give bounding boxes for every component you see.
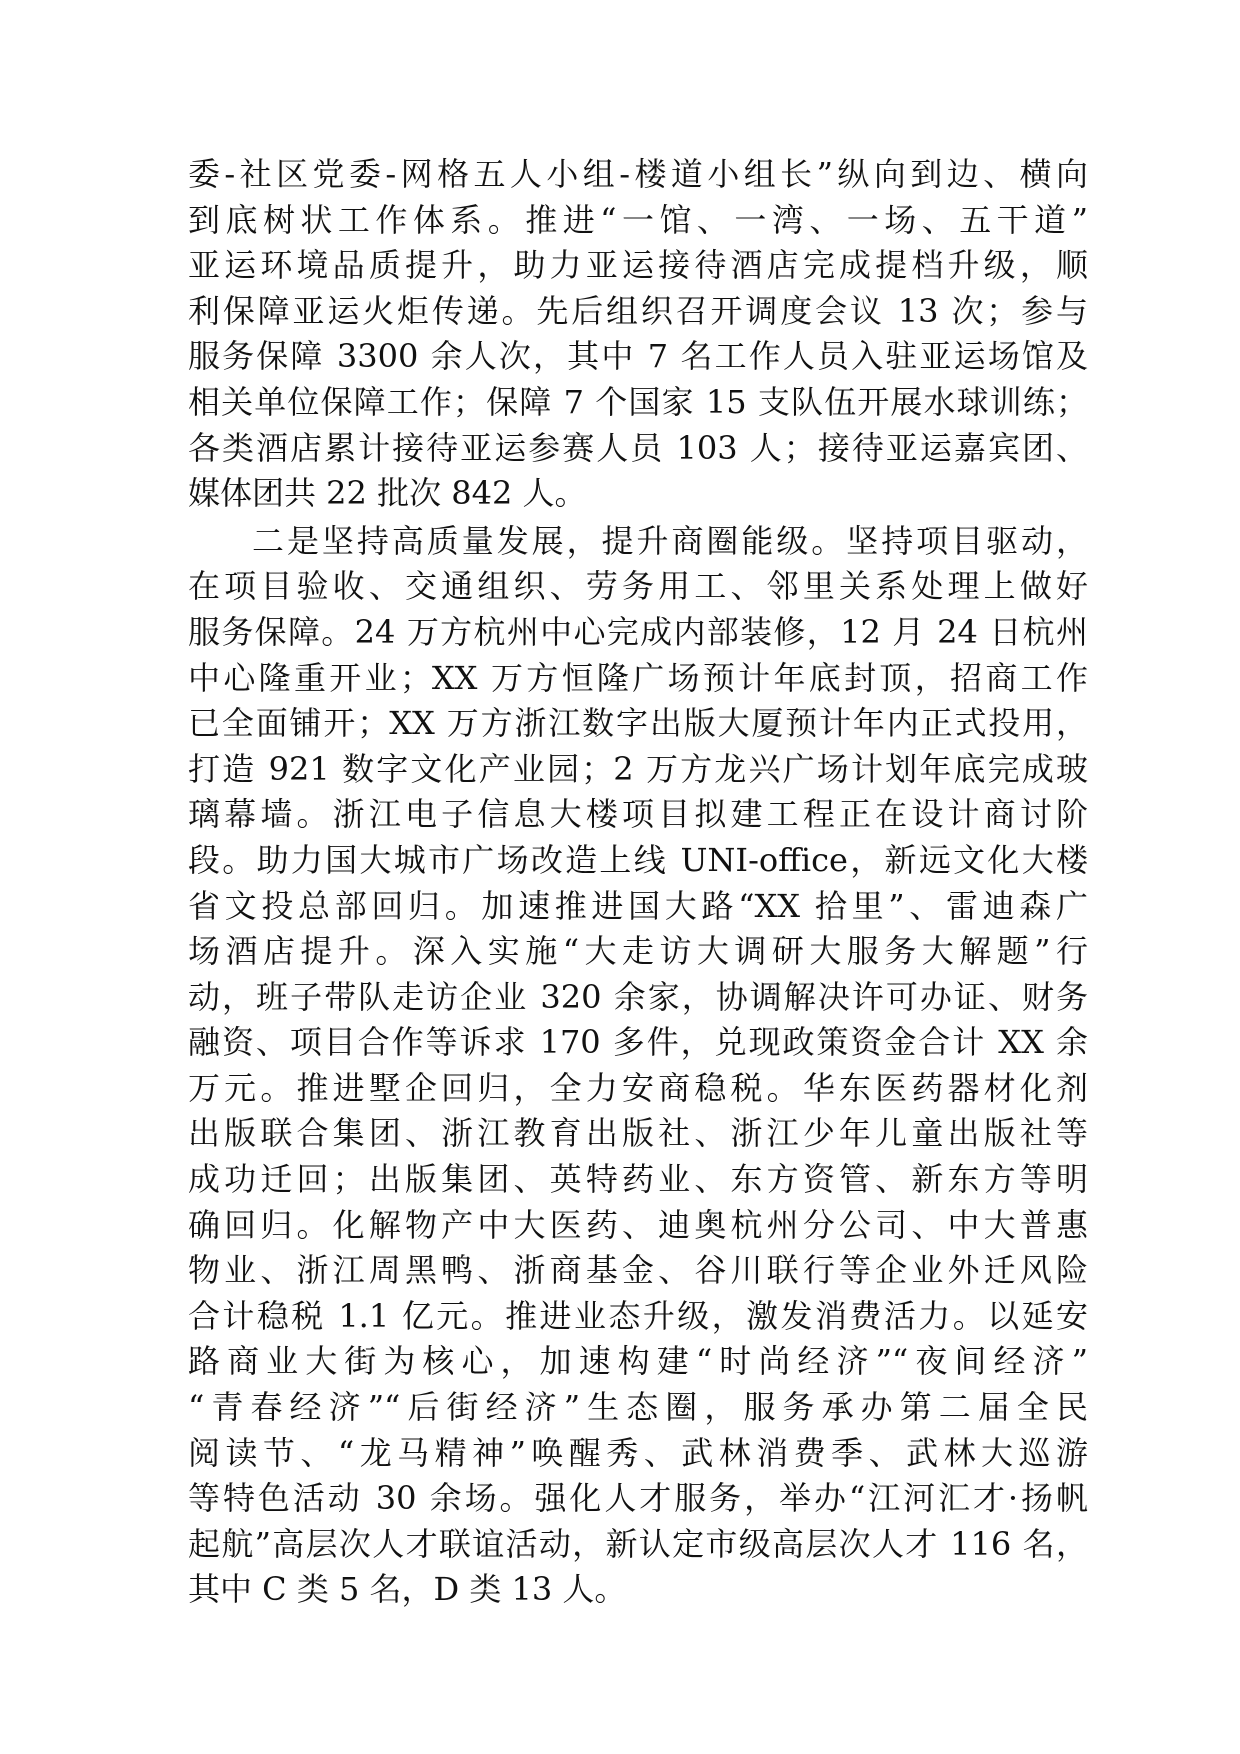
text-line: 中心隆重开业；XX 万方恒隆广场预计年底封顶，招商工作 xyxy=(188,658,1088,697)
text-line: “青春经济”“后街经济”生态圈，服务承办第二届全民 xyxy=(188,1388,1088,1427)
text-line: 确回归。化解物产中大医药、迪奥杭州分公司、中大普惠 xyxy=(188,1205,1088,1244)
text-line: 其中 C 类 5 名，D 类 13 人。 xyxy=(188,1570,627,1609)
text-line: 等特色活动 30 余场。强化人才服务，举办“江河汇才·扬帆 xyxy=(188,1479,1088,1518)
text-line: 二是坚持高质量发展，提升商圈能级。坚持项目驱动， xyxy=(252,521,1088,560)
text-line: 服务保障 3300 余人次，其中 7 名工作人员入驻亚运场馆及 xyxy=(188,337,1088,376)
text-line: 相关单位保障工作；保障 7 个国家 15 支队伍开展水球训练； xyxy=(188,382,1088,421)
text-line: 场酒店提升。深入实施“大走访大调研大服务大解题”行 xyxy=(188,932,1088,971)
text-line: 融资、项目合作等诉求 170 多件，兑现政策资金合计 XX 余 xyxy=(188,1023,1088,1062)
document-body xyxy=(188,152,1088,1613)
text-line: 合计稳税 1.1 亿元。推进业态升级，激发消费活力。以延安 xyxy=(188,1296,1088,1335)
text-line: 阅读节、“龙马精神”唤醒秀、武林消费季、武林大巡游 xyxy=(188,1433,1088,1472)
text-line: 各类酒店累计接待亚运参赛人员 103 人；接待亚运嘉宾团、 xyxy=(188,428,1088,467)
text-line: 到底树状工作体系。推进“一馆、一湾、一场、五干道” xyxy=(188,200,1088,239)
text-line: 起航”高层次人才联谊活动，新认定市级高层次人才 116 名， xyxy=(188,1524,1088,1563)
text-line: 亚运环境品质提升，助力亚运接待酒店完成提档升级，顺 xyxy=(188,246,1088,285)
text-line: 物业、浙江周黑鸭、浙商基金、谷川联行等企业外迁风险 xyxy=(188,1251,1088,1290)
paragraph xyxy=(188,519,1088,1613)
text-line: 段。助力国大城市广场改造上线 UNI-office，新远文化大楼 xyxy=(188,840,1088,879)
text-line: 璃幕墙。浙江电子信息大楼项目拟建工程正在设计商讨阶 xyxy=(188,795,1088,834)
text-line: 服务保障。24 万方杭州中心完成内部装修，12 月 24 日杭州 xyxy=(188,612,1088,651)
paragraph xyxy=(188,152,1088,517)
text-line: 万元。推进墅企回归，全力安商稳税。华东医药器材化剂 xyxy=(188,1068,1088,1107)
text-line: 成功迁回；出版集团、英特药业、东方资管、新东方等明 xyxy=(188,1160,1088,1199)
text-line: 委-社区党委-网格五人小组-楼道小组长”纵向到边、横向 xyxy=(188,155,1088,193)
text-line: 路商业大街为核心，加速构建“时尚经济”“夜间经济” xyxy=(188,1342,1088,1381)
text-line: 在项目验收、交通组织、劳务用工、邻里关系处理上做好 xyxy=(188,567,1088,606)
text-line: 出版联合集团、浙江教育出版社、浙江少年儿童出版社等 xyxy=(188,1114,1088,1153)
text-line: 媒体团共 22 批次 842 人。 xyxy=(188,474,587,513)
text-line: 利保障亚运火炬传递。先后组织召开调度会议 13 次；参与 xyxy=(188,291,1088,330)
text-line: 打造 921 数字文化产业园；2 万方龙兴广场计划年底完成玻 xyxy=(188,749,1088,788)
text-line: 省文投总部回归。加速推进国大路“XX 拾里”、雷迪森广 xyxy=(188,886,1088,925)
text-line: 动，班子带队走访企业 320 余家，协调解决许可办证、财务 xyxy=(188,977,1088,1016)
text-line: 已全面铺开；XX 万方浙江数字出版大厦预计年内正式投用， xyxy=(188,704,1088,743)
